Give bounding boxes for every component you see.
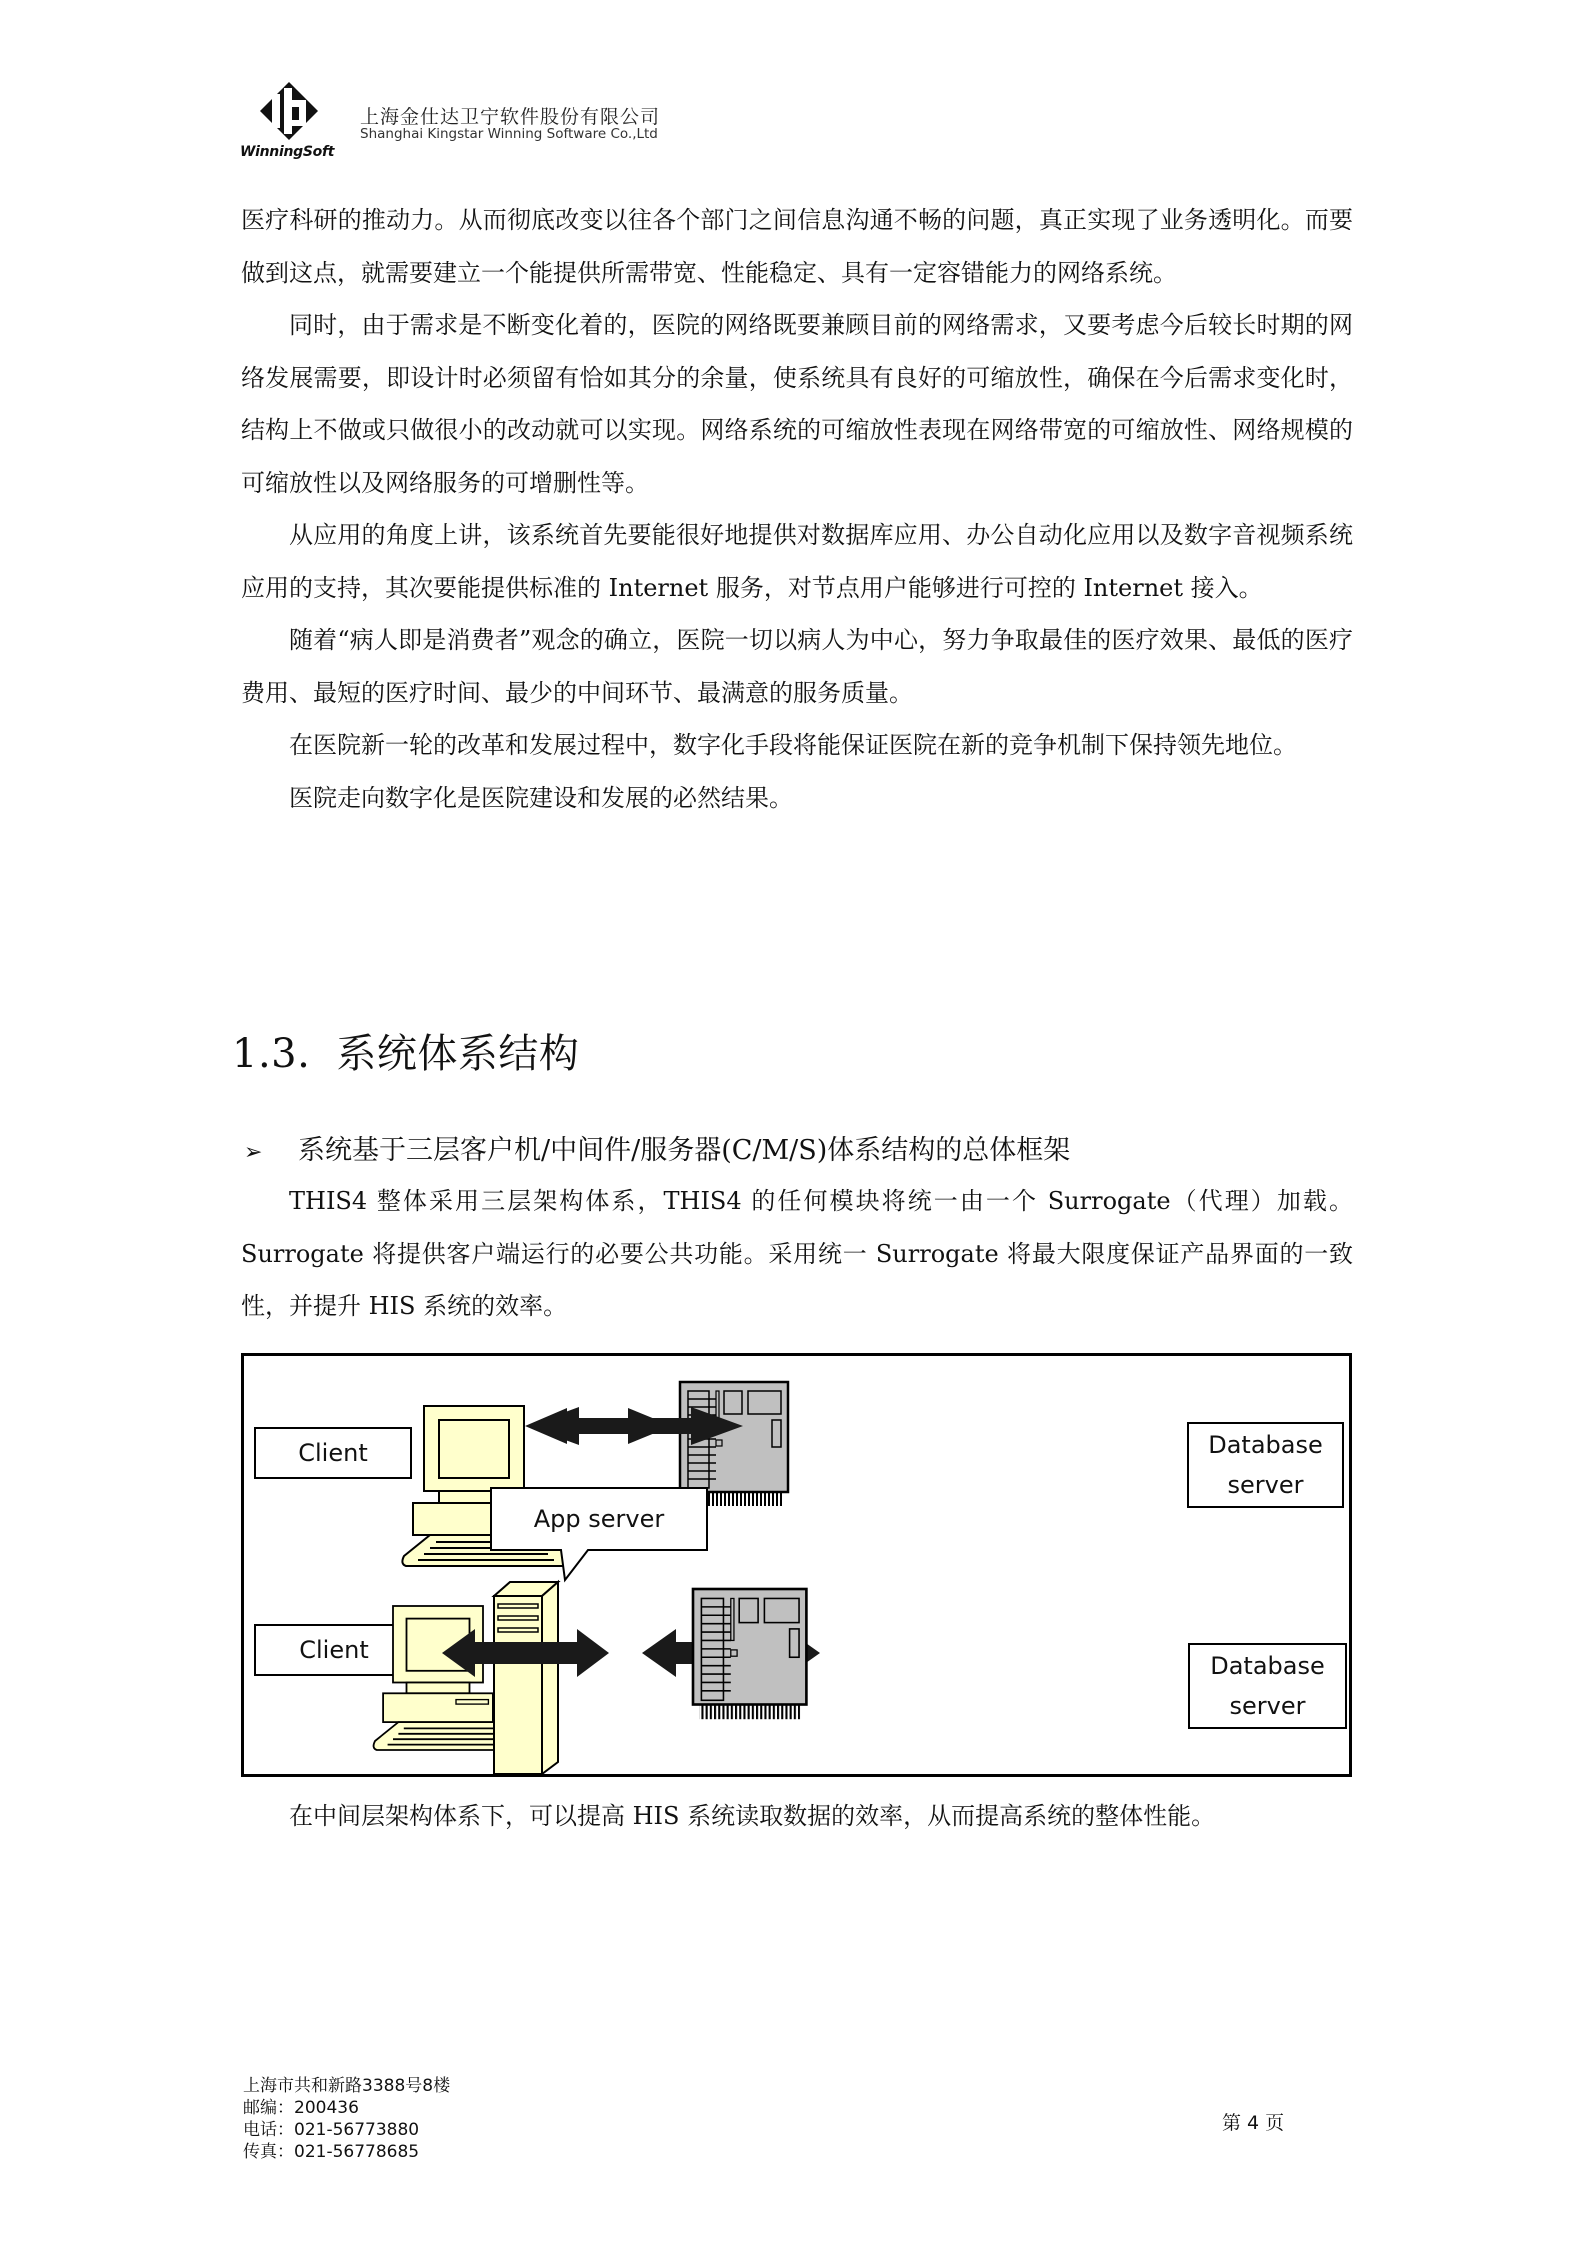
paragraph: 在中间层架构体系下，可以提高 HIS 系统读取数据的效率，从而提高系统的整体性能。 bbox=[289, 1802, 1216, 1830]
company-name-en: Shanghai Kingstar Winning Software Co.,Ltd bbox=[360, 126, 658, 142]
paragraph: 医院走向数字化是医院建设和发展的必然结果。 bbox=[289, 783, 793, 812]
bullet-arrow-icon: ➢ bbox=[244, 1140, 263, 1165]
architecture-diagram bbox=[241, 1353, 1352, 1777]
app-server-tower-icon bbox=[494, 1582, 558, 1774]
footer-phone: 电话：021-56773880 bbox=[243, 2120, 420, 2140]
company-name-cn: 上海金仕达卫宁软件股份有限公司 bbox=[360, 106, 661, 128]
db-label-line1: Database bbox=[1208, 1431, 1323, 1459]
client-label-text: Client bbox=[298, 1439, 368, 1467]
intro-text bbox=[241, 1175, 1353, 1333]
bullet-text: 系统基于三层客户机/中间件/服务器(C/M/S)体系结构的总体框架 bbox=[298, 1135, 1071, 1166]
app-server-label bbox=[491, 1488, 707, 1550]
app-server-label-text: App server bbox=[533, 1505, 665, 1533]
paragraph: 同时，由于需求是不断变化着的，医院的网络既要兼顾目前的网络需求，又要考虑今后较长时期的网络发展需要，即设计时必须留有恰如其分的余量，使系统具有良好的可缩放性，确保在今后需求变化时，结构上不做或只做很小的改动就可以实现。网络系统的可缩放性表现在网络带宽的可缩放性、网络规模的可缩放性以及网络服务的可增删性等。 bbox=[241, 311, 1353, 497]
diagram-graphics bbox=[244, 1356, 1349, 1774]
section-heading bbox=[232, 1022, 579, 1079]
client-label-text: Client bbox=[299, 1636, 369, 1664]
body-text bbox=[241, 194, 1353, 824]
paragraph: THIS4 整体采用三层架构体系，THIS4 的任何模块将统一由一个 Surrogate（代理）加载。Surrogate 将提供客户端运行的必要公共功能。采用统一 Surrogate 将最大限度保证产品界面的一致性，并提升 HIS 系统的效率。 bbox=[241, 1187, 1353, 1320]
footer-address: 上海市共和新路3388号8楼 bbox=[243, 2076, 451, 2096]
bullet-heading bbox=[244, 1128, 1070, 1167]
footer-fax: 传真：021-56778685 bbox=[243, 2142, 420, 2162]
db-label-line1: Database bbox=[1210, 1652, 1325, 1680]
paragraph: 随着“病人即是消费者”观念的确立，医院一切以病人为中心，努力争取最佳的医疗效果、最低的医疗费用、最短的医疗时间、最少的中间环节、最满意的服务质量。 bbox=[241, 626, 1353, 707]
db-label-line2: server bbox=[1227, 1471, 1304, 1499]
footer-postcode: 邮编：200436 bbox=[243, 2098, 359, 2118]
paragraph: 医疗科研的推动力。从而彻底改变以往各个部门之间信息沟通不畅的问题，真正实现了业务透明化。而要做到这点，就需要建立一个能提供所需带宽、性能稳定、具有一定容错能力的网络系统。 bbox=[241, 206, 1353, 287]
closing-text bbox=[241, 1790, 1353, 1843]
paragraph: 在医院新一轮的改革和发展过程中，数字化手段将能保证医院在新的竞争机制下保持领先地位。 bbox=[289, 731, 1297, 759]
paragraph: 从应用的角度上讲，该系统首先要能很好地提供对数据库应用、办公自动化应用以及数字音视频系统应用的支持，其次要能提供标准的 Internet 服务，对节点用户能够进行可控的 Internet 接入。 bbox=[241, 521, 1353, 602]
section-title: 系统体系结构 bbox=[336, 1031, 580, 1077]
footer-contact bbox=[243, 2075, 450, 2163]
db-label-line2: server bbox=[1229, 1692, 1306, 1720]
company-logo-icon bbox=[258, 80, 320, 142]
database-server-board-icon-bottom bbox=[693, 1589, 806, 1719]
page-number: 第 4 页 bbox=[1222, 2112, 1285, 2134]
section-number: 1.3. bbox=[232, 1031, 311, 1077]
logo-wordmark: WinningSoft bbox=[240, 144, 335, 160]
